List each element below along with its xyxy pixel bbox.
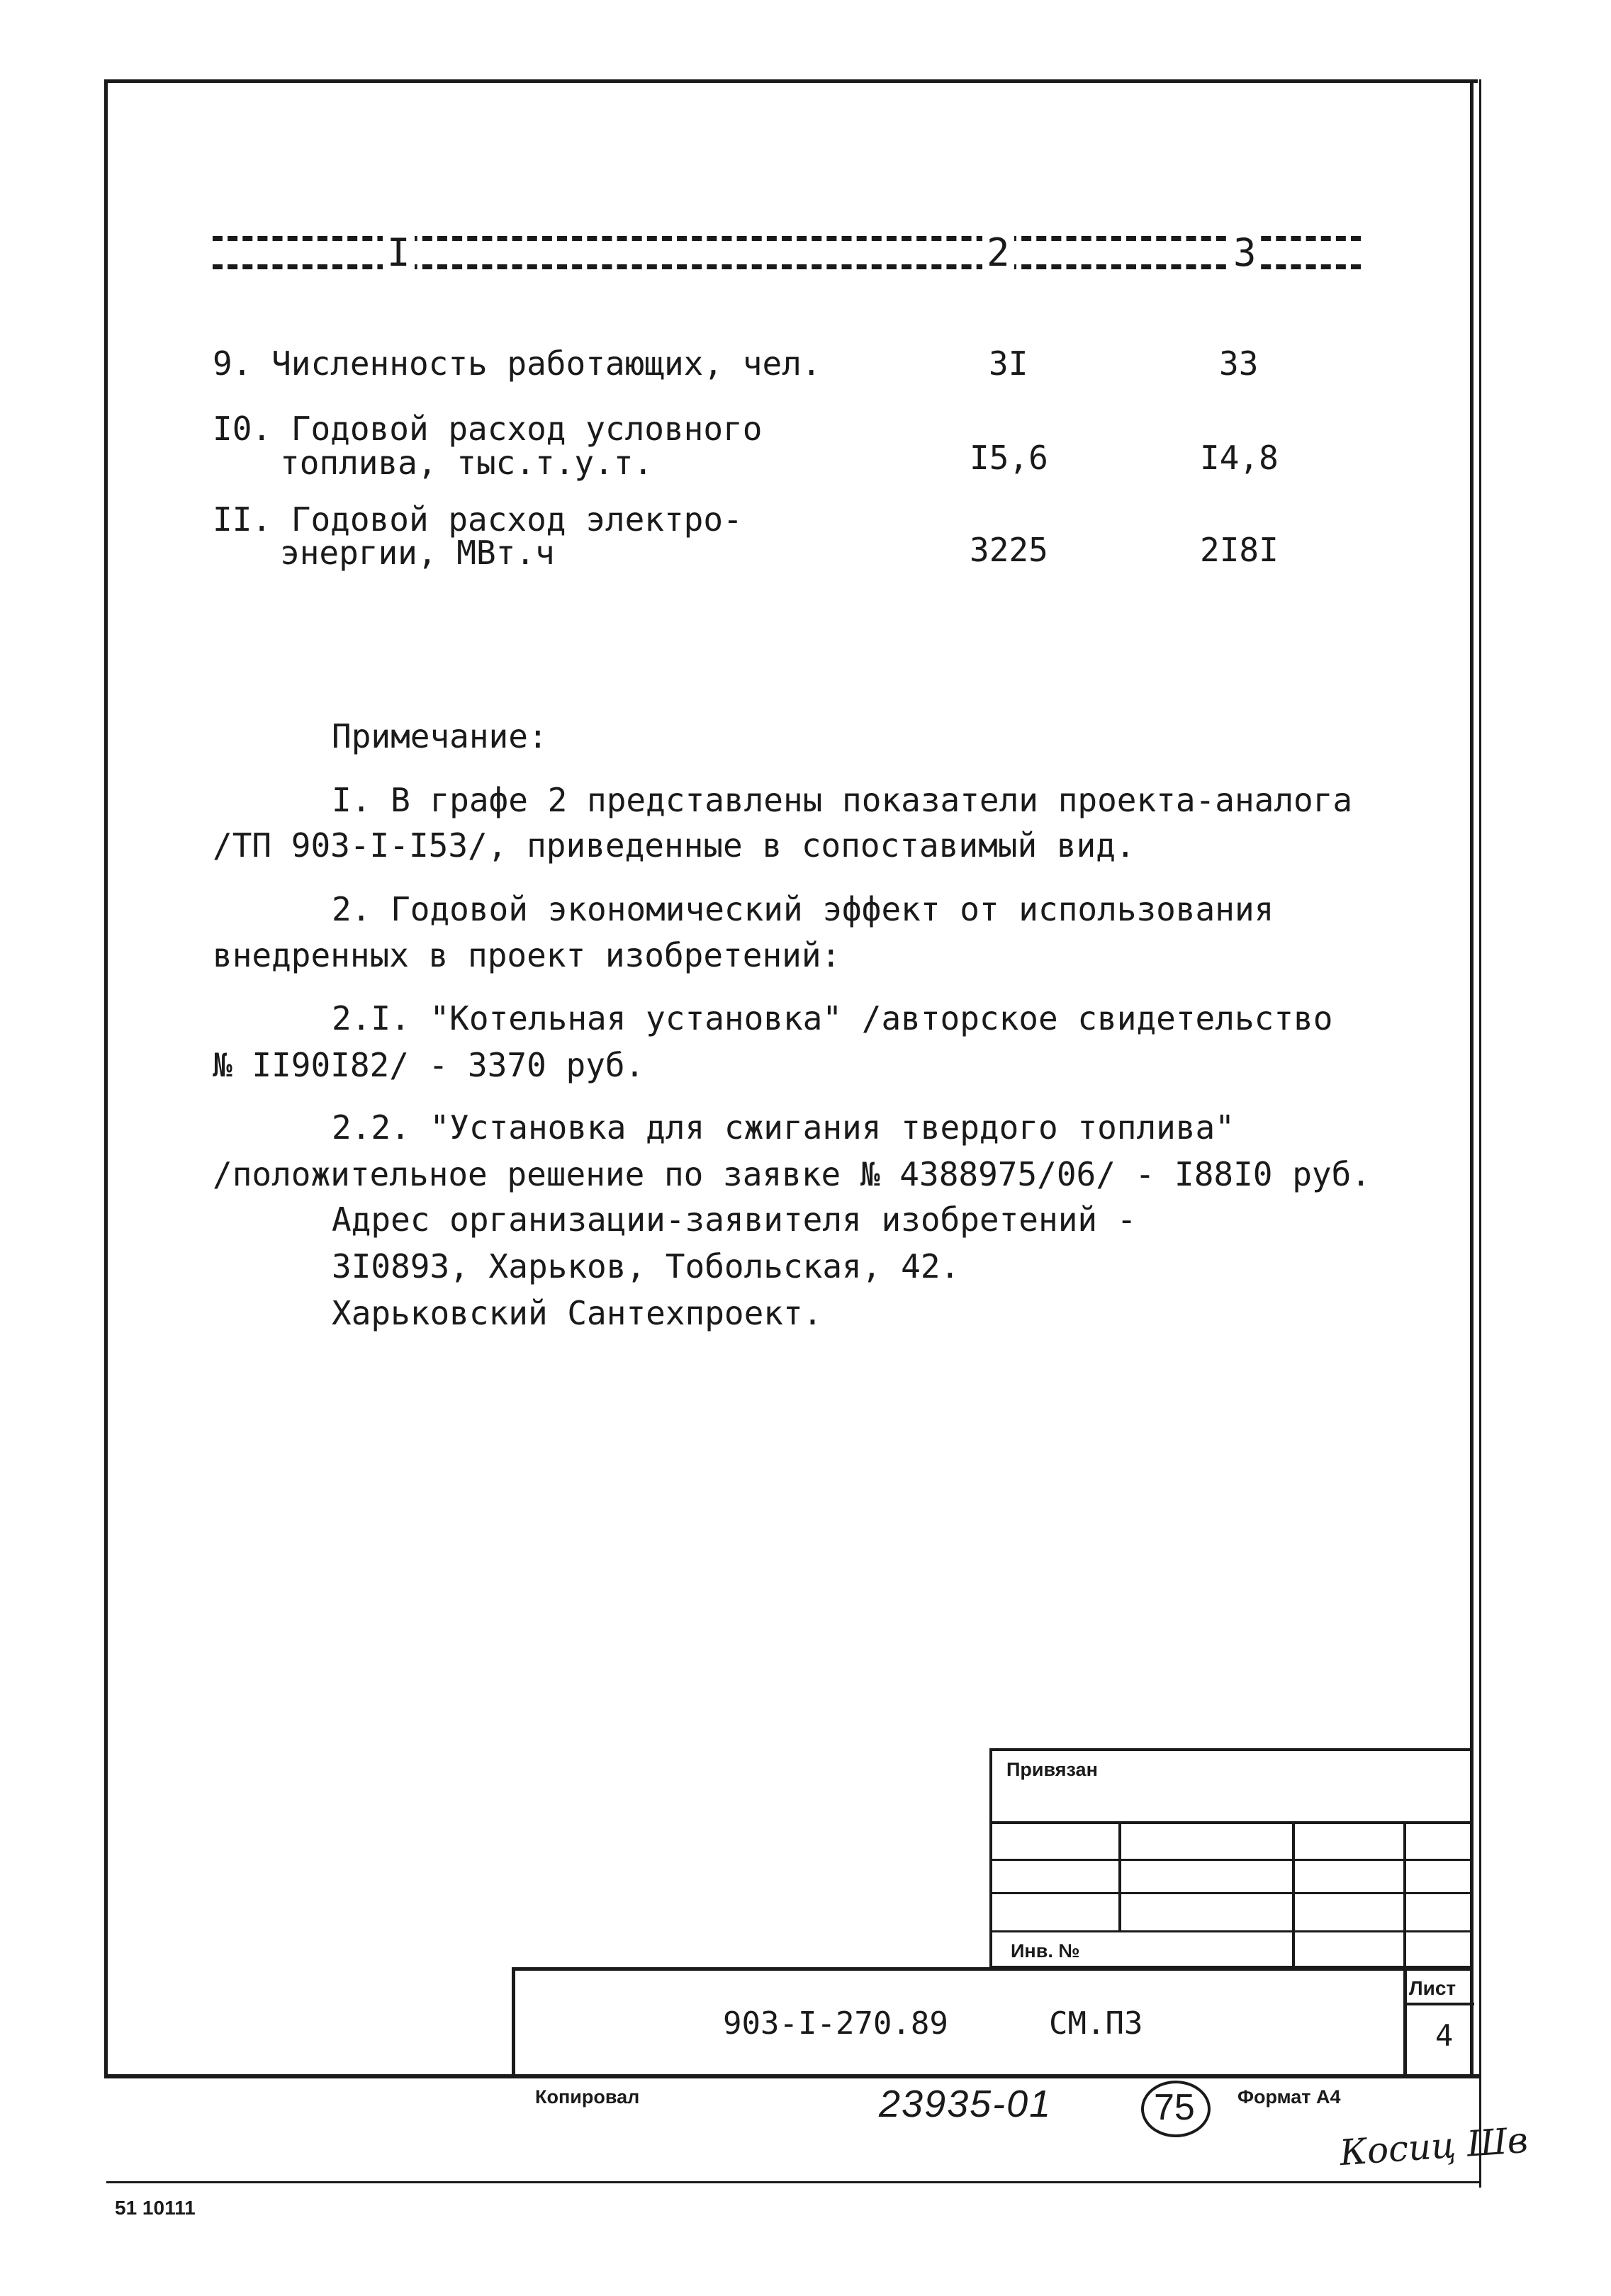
stamp-col-line-3 — [1403, 1821, 1406, 1969]
stamp-row-line-4 — [989, 1930, 1474, 1932]
stamp-inv-label: Инв. № — [1011, 1940, 1080, 1962]
notes-title: Примечание: — [332, 717, 548, 755]
row-11-col2: 3225 — [970, 531, 1048, 569]
title-sheet-hline — [1403, 2003, 1474, 2005]
note-line-6: № II90I82/ - 3370 руб. — [213, 1046, 645, 1084]
title-sheet-divider — [1403, 1967, 1407, 2078]
header-col3: 3 — [1229, 234, 1261, 272]
sheet-label: Лист — [1409, 1977, 1456, 1999]
row-11-col3: 2I8I — [1200, 531, 1279, 569]
stamp-row-line-3 — [989, 1892, 1474, 1894]
row-9-col2: 3I — [989, 344, 1028, 383]
note-line-11: Харьковский Сантехпроект. — [332, 1294, 823, 1332]
row-11-label-line2: энергии, МВт.ч — [280, 534, 555, 572]
note-line-4: внедренных в проект изобретений: — [213, 936, 841, 974]
note-line-2: /ТП 903-I-I53/, приведенные в сопоставимый вид. — [213, 826, 1135, 865]
header-col1: I — [383, 234, 415, 272]
title-block — [512, 1967, 1474, 2078]
stamp-col-line-2 — [1292, 1821, 1295, 1969]
row-10-col2: I5,6 — [970, 439, 1048, 477]
handwritten-number: 23935-01 — [879, 2083, 1053, 2125]
sheet-number: 4 — [1435, 2018, 1454, 2053]
circled-number: 75 — [1154, 2087, 1195, 2128]
format-label: Формат А4 — [1237, 2086, 1341, 2108]
frame-right-outer — [1479, 79, 1481, 2188]
note-line-8: /положительное решение по заявке № 4388975/06/ - I88I0 руб. — [213, 1155, 1371, 1193]
row-9-col3: 33 — [1219, 344, 1259, 383]
row-9-label: 9. Численность работающих, чел. — [213, 344, 821, 383]
note-line-5: 2.I. "Котельная установка" /авторское свидетельство — [332, 999, 1333, 1037]
note-line-7: 2.2. "Установка для сжигания твердого топлива" — [332, 1108, 1235, 1147]
signature: Косиц Шв — [1338, 2119, 1529, 2174]
row-10-label-line2: топлива, тыс.т.у.т. — [280, 444, 653, 482]
row-10-col3: I4,8 — [1200, 439, 1279, 477]
doc-mark: СМ.ПЗ — [1049, 2005, 1143, 2042]
row-11-label-line1: II. Годовой расход электро- — [213, 500, 743, 539]
stamp-row-line-1 — [989, 1821, 1474, 1824]
stamp-privyazan-label: Привязан — [1006, 1759, 1098, 1780]
stamp-row-line-2 — [989, 1859, 1474, 1861]
note-line-1: I. В графе 2 представлены показатели проекта-аналога — [332, 781, 1353, 819]
stamp-col-line-1 — [1118, 1821, 1121, 1932]
footer-rule — [106, 2181, 1481, 2183]
note-line-3: 2. Годовой экономический эффект от использования — [332, 890, 1274, 928]
note-line-9: Адрес организации-заявителя изобретений - — [332, 1200, 1137, 1239]
frame-left — [104, 79, 108, 2078]
frame-top — [104, 79, 1478, 83]
header-col2: 2 — [982, 234, 1014, 272]
bottom-code: 51 10111 — [115, 2197, 196, 2219]
kopiroval-label: Копировал — [535, 2086, 640, 2108]
row-10-label-line1: I0. Годовой расход условного — [213, 410, 763, 448]
doc-code: 903-I-270.89 — [723, 2005, 948, 2042]
note-line-10: 3I0893, Харьков, Тобольская, 42. — [332, 1247, 960, 1285]
